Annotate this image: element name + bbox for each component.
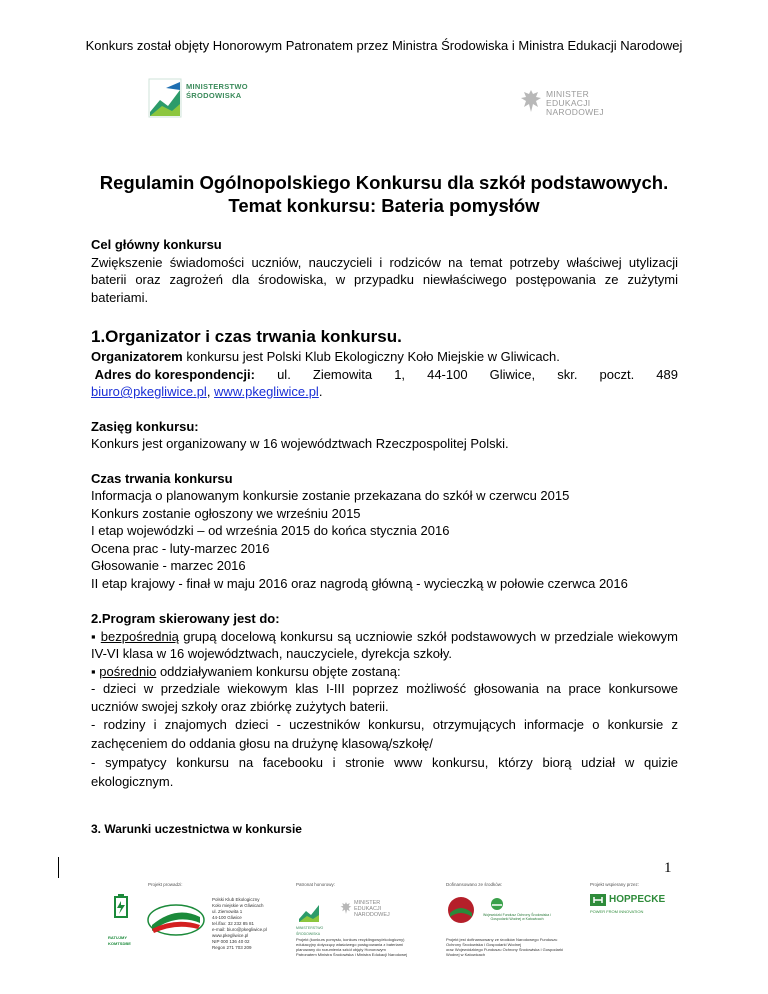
organizer-label: Organizatorem bbox=[91, 349, 183, 364]
mos-small-logo-icon bbox=[298, 899, 320, 923]
address-word: ul. bbox=[277, 366, 291, 382]
address-word: poczt. bbox=[599, 366, 635, 382]
eagle-emblem-icon bbox=[520, 88, 542, 114]
direct-label: bezpośrednią bbox=[100, 628, 179, 644]
duration-line: Konkurs zostanie ogłoszony we wrześniu 2015 bbox=[91, 505, 361, 521]
address-label: Adres do korespondencji bbox=[94, 366, 251, 382]
link-separator: , bbox=[206, 384, 215, 399]
address-word: 44-100 bbox=[427, 366, 468, 382]
page-number: 1 bbox=[664, 860, 672, 876]
ministerstwo-srodowiska-mark-icon bbox=[148, 78, 182, 118]
duration-line: Ocena prac - luty-marzec 2016 bbox=[91, 540, 270, 556]
hoppecke-wordmark: HOPPECKE bbox=[609, 894, 666, 905]
minister-edukacji-logo bbox=[520, 88, 630, 124]
website-link[interactable]: www.pkegliwice.pl bbox=[214, 384, 319, 399]
goal-heading: Cel główny konkursu bbox=[91, 237, 222, 252]
footer-col1-head: Projekt prowadzi: bbox=[148, 882, 183, 887]
duration-heading: Czas trwania konkursu bbox=[91, 470, 233, 486]
title-line2: Temat konkursu: Bateria pomysłów bbox=[228, 195, 540, 216]
bullet-icon: ▪ bbox=[91, 628, 97, 644]
address-word: Gliwice, bbox=[489, 366, 536, 382]
audience-item: - dzieci w przedziale wiekowym klas I-III poprzez możliwość głosowania na prace konkursowe uczniów swojej szkoły oraz zbiórkę zużytych baterii. bbox=[91, 681, 678, 714]
ministerstwo-line2: ŚRODOWISKA bbox=[186, 91, 242, 100]
minister-line2: EDUKACJI bbox=[546, 98, 591, 108]
hoppecke-logo bbox=[590, 894, 665, 906]
footer-col4-head: Projekt wspierany przez: bbox=[590, 882, 640, 887]
contact-links bbox=[91, 383, 678, 401]
scope-text: Konkurs jest organizowany w 16 województwach Rzeczpospolitej Polski. bbox=[91, 436, 509, 451]
section3-heading: 3. Warunki uczestnictwa w konkursie bbox=[91, 822, 302, 836]
address-word: 489 bbox=[656, 366, 678, 382]
direct-audience bbox=[91, 628, 678, 663]
minister-line3: NARODOWEJ bbox=[546, 107, 604, 117]
pke-logo-icon bbox=[146, 903, 206, 937]
direct-text: grupą docelową konkursu są uczniowie szkół podstawowych w przedziale wiekowym IV-VI klasa w 16 województwach, nauczyciele, dyrekcja szkoły. bbox=[91, 628, 678, 661]
wfosigw-logo-icon bbox=[490, 897, 504, 911]
address-word: Ziemowita bbox=[312, 366, 373, 382]
audience-item: - rodziny i znajomych dzieci - uczestników konkursu, otrzymujących informacje o konkursie z zachęceniem do oddania głosu na drużynę klasową/szkołę/ bbox=[91, 717, 678, 751]
nfosigw-logo-icon bbox=[446, 895, 476, 925]
footer-col2-logo2: MINISTER EDUKACJI NARODOWEJ bbox=[354, 900, 390, 918]
duration-line: Informacja o planowanym konkursie zostanie przekazana do szkół w czerwcu 2015 bbox=[91, 488, 570, 503]
indirect-label: pośrednio bbox=[99, 663, 157, 679]
title-line1: Regulamin Ogólnopolskiego Konkursu dla szkół podstawowych. bbox=[99, 172, 669, 193]
email-link[interactable]: biuro@pkegliwice.pl bbox=[91, 384, 207, 399]
hoppecke-tagline: POWER FROM INNOVATION bbox=[590, 909, 644, 914]
organizer-line bbox=[91, 348, 678, 366]
footer-col3-text: Projekt jest dofinansowany ze środków Narodowego Funduszu Ochrony Środowiska i Gospodarki Wodnej oraz Wojewódzkiego Funduszu Ochrony Środowiska i Gospodarki Wodnej w Katowicach bbox=[446, 937, 564, 957]
address-line bbox=[91, 366, 678, 384]
organizer-text: konkursu jest Polski Klub Ekologiczny Koło Miejskie w Gliwicach. bbox=[182, 349, 560, 364]
address-word: skr. bbox=[557, 366, 578, 382]
footer-col2-head: Patronat honorowy: bbox=[296, 882, 336, 887]
goal-text: Zwiększenie świadomości uczniów, nauczycieli i rodziców na temat potrzeby właściwej utylizacji baterii oraz zagrożeń dla środowiska, w przypadku niewłaściwego postępowania ze zużytymi bateriami. bbox=[91, 254, 678, 305]
recycle-battery-icon bbox=[108, 893, 134, 933]
section1-heading: 1.Organizator i czas trwania konkursu. bbox=[91, 327, 402, 346]
minister-line1: MINISTER bbox=[546, 89, 590, 99]
patronage-header: Konkurs został objęty Honorowym Patronatem przez Ministra Środowiska i Ministra Edukacji Narodowej bbox=[85, 38, 683, 53]
hoppecke-mark-icon bbox=[590, 894, 606, 906]
section2-heading: 2.Program skierowany jest do: bbox=[91, 611, 280, 626]
indirect-audience bbox=[91, 663, 678, 681]
indirect-text: oddziaływaniem konkursu objęte zostaną: bbox=[156, 663, 401, 679]
document-body bbox=[91, 236, 678, 791]
duration-line: II etap krajowy - finał w maju 2016 oraz nagrodą główną - wycieczką w połowie czerwca 2016 bbox=[91, 575, 628, 591]
margin-rule bbox=[58, 857, 59, 878]
duration-line: Głosowanie - marzec 2016 bbox=[91, 558, 246, 573]
footer-col2-logo1: MINISTERSTWO ŚRODOWISKA bbox=[296, 926, 324, 936]
footer-col1-logo-text: RATUJMY KOMTSDBE bbox=[108, 935, 131, 946]
bullet-icon: ▪ bbox=[91, 663, 96, 679]
ministerstwo-srodowiska-logo bbox=[148, 78, 258, 120]
duration-line: I etap wojewódzki – od września 2015 do końca stycznia 2016 bbox=[91, 523, 450, 538]
link-end: . bbox=[318, 384, 323, 399]
footer-col3-head: Dofinansowano ze środków: bbox=[446, 882, 503, 887]
document-title bbox=[0, 171, 768, 217]
address-word: 1, bbox=[394, 366, 406, 382]
ministerstwo-line1: MINISTERSTWO bbox=[186, 82, 248, 91]
men-small-eagle-icon bbox=[340, 901, 352, 915]
footer-col3-logo: Wojewódzki Fundusz Ochrony Środowiska i Gospodarki Wodnej w Katowicach bbox=[482, 913, 552, 921]
footer-col1-address: Polski Klub Ekologiczny Koło miejskie w Gliwicach ul. Ziemowita 1 44-100 Gliwice tel./fax: 32 232 85 81 e-mail: biuro@pkegliwice.pl www.pkegliwice.pl NIP 000 136 40 02 Regon 271 703 209 bbox=[212, 897, 267, 950]
sponsor-footer bbox=[0, 882, 768, 994]
address-first: Adres do korespondencji: bbox=[94, 366, 256, 382]
audience-item: - sympatycy konkursu na facebooku i stronie www konkursu, którzy biorą udział w quizie ekologicznym. bbox=[91, 755, 678, 789]
scope-heading: Zasięg konkursu: bbox=[91, 418, 199, 434]
footer-col2-text: Projekt (konkurs pomysłu, konkurs recyklingowy/ekologiczny) edukacyjny dotyczący właściwego postępowania z bateriami planowany do rozumienia szkół objęty Honorowym Patronatem Ministra Środowiska i Ministra Edukacji Narodowej bbox=[296, 937, 408, 957]
